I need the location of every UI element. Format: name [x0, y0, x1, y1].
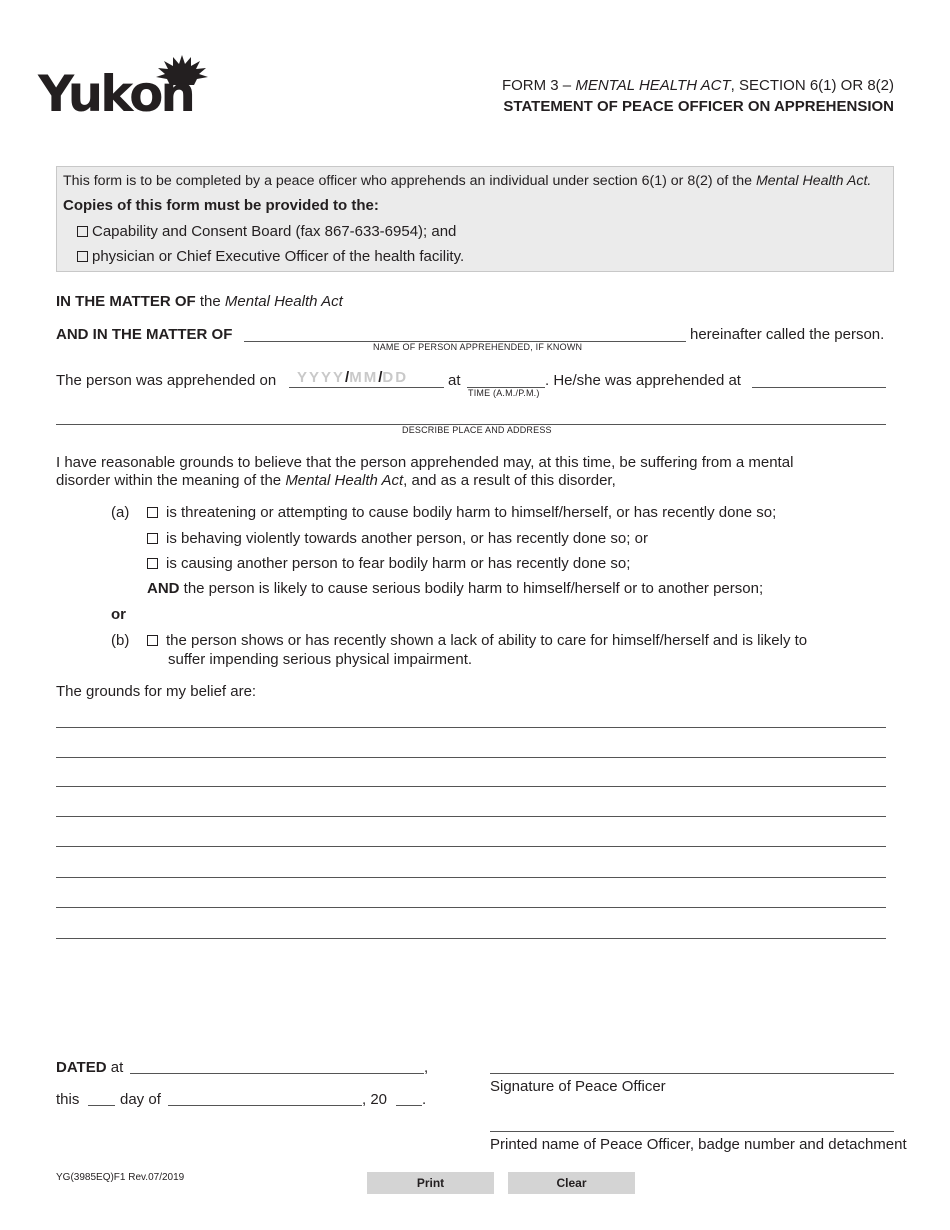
apprehension-date-field[interactable]: [289, 387, 444, 388]
criteria-a3: is causing another person to fear bodily harm or has recently done so;: [147, 555, 630, 572]
dated-label: DATED at: [56, 1059, 124, 1076]
copies-heading: Copies of this form must be provided to the:: [63, 197, 379, 214]
instructions-text: This form is to be completed by a peace officer who apprehends an individual under section 6(1) or 8(2) of the Mental Health Act.: [63, 173, 872, 189]
grounds-line-5[interactable]: [56, 846, 886, 847]
grounds-line-4[interactable]: [56, 816, 886, 817]
dated-comma: ,: [424, 1059, 429, 1076]
grounds-intro-line1: I have reasonable grounds to believe that the person apprehended may, at this time, be suffering from a mental: [56, 454, 794, 471]
criteria-or: or: [111, 606, 126, 623]
instructions-box: [56, 166, 894, 272]
grounds-line-6[interactable]: [56, 877, 886, 878]
date-placeholder: YYYY/MM/DD: [297, 369, 409, 386]
dated-period: .: [422, 1091, 427, 1108]
day-field[interactable]: [88, 1105, 115, 1106]
at-label: at: [448, 372, 461, 389]
criteria-b1: the person shows or has recently shown a lack of ability to care for himself/herself and is likely to: [147, 632, 807, 649]
printed-name-caption: Printed name of Peace Officer, badge number and detachment: [490, 1136, 907, 1153]
printed-name-field[interactable]: [490, 1131, 894, 1132]
copy-item-physician: physician or Chief Executive Officer of the health facility.: [77, 248, 464, 265]
clear-button[interactable]: Clear: [508, 1172, 635, 1194]
checkbox-board[interactable]: [77, 226, 88, 237]
and-in-the-matter-label: AND IN THE MATTER OF: [56, 326, 233, 343]
time-caption: TIME (A.M./P.M.): [468, 388, 540, 398]
grounds-line-2[interactable]: [56, 757, 886, 758]
grounds-line-1[interactable]: [56, 727, 886, 728]
grounds-line-7[interactable]: [56, 907, 886, 908]
place-caption: DESCRIBE PLACE AND ADDRESS: [402, 425, 552, 435]
grounds-intro-line2: disorder within the meaning of the Mental Health Act, and as a result of this disorder,: [56, 472, 616, 489]
signature-caption: Signature of Peace Officer: [490, 1078, 666, 1095]
checkbox-a1[interactable]: [147, 507, 158, 518]
grounds-line-8[interactable]: [56, 938, 886, 939]
checkbox-b1[interactable]: [147, 635, 158, 646]
yukon-logo: [38, 55, 213, 127]
criteria-b1-cont: suffer impending serious physical impairment.: [168, 651, 473, 668]
checkbox-a2[interactable]: [147, 533, 158, 544]
copy-item-board: Capability and Consent Board (fax 867-633-6954); and: [77, 223, 456, 240]
grounds-line-3[interactable]: [56, 786, 886, 787]
print-button[interactable]: Print: [367, 1172, 494, 1194]
checkbox-physician[interactable]: [77, 251, 88, 262]
criteria-a-label: (a): [111, 504, 130, 521]
page-title: STATEMENT OF PEACE OFFICER ON APPREHENSION: [503, 98, 894, 115]
hereinafter-text: hereinafter called the person.: [690, 326, 885, 343]
criteria-a1: is threatening or attempting to cause bodily harm to himself/herself, or has recently done so;: [147, 504, 776, 521]
form-code: YG(3985EQ)F1 Rev.07/2019: [56, 1172, 185, 1183]
year-field[interactable]: [396, 1105, 422, 1106]
this-label: this: [56, 1091, 80, 1108]
apprehended-on-label: The person was apprehended on: [56, 372, 277, 389]
criteria-and-line: AND the person is likely to cause serious bodily harm to himself/herself or to another person;: [147, 580, 764, 597]
criteria-a2: is behaving violently towards another person, or has recently done so; or: [147, 530, 648, 547]
day-of-label: day of: [120, 1091, 161, 1108]
logo-wordmark: Yukon: [38, 65, 194, 123]
apprehended-at-label: . He/she was apprehended at: [545, 372, 741, 389]
year-prefix: , 20: [362, 1091, 388, 1108]
form-number: FORM 3 – MENTAL HEALTH ACT, SECTION 6(1) OR 8(2): [501, 77, 894, 94]
signature-field[interactable]: [490, 1073, 894, 1074]
grounds-label: The grounds for my belief are:: [56, 683, 257, 700]
person-name-caption: NAME OF PERSON APPREHENDED, IF KNOWN: [373, 342, 583, 352]
checkbox-a3[interactable]: [147, 558, 158, 569]
dated-place-field[interactable]: [130, 1073, 424, 1074]
month-field[interactable]: [168, 1105, 362, 1106]
apprehension-place-field[interactable]: [752, 387, 886, 388]
criteria-b-label: (b): [111, 632, 130, 649]
in-the-matter-line: IN THE MATTER OF the Mental Health Act: [56, 293, 343, 310]
